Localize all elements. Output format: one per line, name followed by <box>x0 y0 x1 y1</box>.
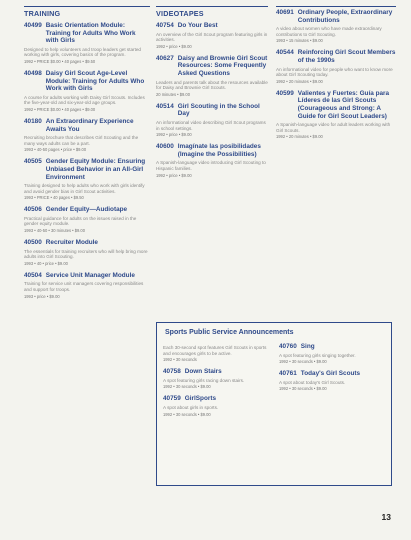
page-number: 13 <box>381 512 391 522</box>
item-meta: 1993 • 15 minutes • $9.00 <box>276 38 323 44</box>
entry-header <box>24 118 150 133</box>
catalog-entry <box>24 118 150 152</box>
item-description: A video about women who have made extraordinary contributions to Girl Scouting. <box>276 26 382 37</box>
item-description: A Spanish-language video introducing Girl Scouting to Hispanic families. <box>156 160 266 171</box>
entry-header <box>156 55 268 78</box>
item-title: Daisy Girl Scout Age-Level Module: Training for Adults Who Work with Girls <box>45 69 145 93</box>
entry-header <box>163 395 267 403</box>
item-code: 40499 <box>24 22 42 29</box>
item-title: Recruiter Module <box>45 239 98 247</box>
item-description: A spot about girls in sports. <box>163 404 219 410</box>
item-meta: 1992 • price • $9.00 <box>156 43 192 49</box>
entry-header <box>276 90 396 120</box>
item-code: 40544 <box>276 49 294 57</box>
item-meta: 20 minutes • $9.00 <box>156 91 190 97</box>
item-description: The essentials for training recruiters who will help bring more adults into Girl Scouting. <box>24 248 148 260</box>
item-meta: 1992 • 30 seconds • $9.00 <box>279 386 327 392</box>
catalog-entry <box>24 272 150 299</box>
item-description: A spot featuring girls racing down stairs. <box>163 377 245 383</box>
item-description: Training for service unit managers covering responsibilities and support for troops. <box>24 281 144 293</box>
item-code: 40754 <box>156 22 174 29</box>
catalog-entry <box>163 395 267 416</box>
catalog-entry <box>24 158 150 200</box>
item-meta: 1993 • PRICE • 40 pages • $9.50 <box>24 195 84 201</box>
item-description: A course for adults working with Daisy Girl Scouts. Includes the five-year-old and six-year-old age groups. <box>24 94 145 106</box>
item-code: 40760 <box>279 343 297 350</box>
item-description: Designed to help volunteers and troop leaders get started working with girls, covering basics of the program. <box>24 46 141 58</box>
item-code: 40691 <box>276 9 294 16</box>
item-title: Down Stairs <box>184 368 222 376</box>
item-meta: 1992 • 30 seconds <box>163 357 197 363</box>
section-heading-videotapes: VIDEOTAPES <box>156 6 268 18</box>
item-title: Sing <box>300 343 315 350</box>
section-heading-training: TRAINING <box>24 6 150 18</box>
catalog-entry <box>24 239 150 266</box>
entry-header <box>24 22 150 45</box>
item-title: GirlSports <box>184 395 217 403</box>
item-meta: 1992 • 20 minutes • $9.00 <box>276 134 323 140</box>
right-column <box>276 6 396 145</box>
item-description: Practical guidance for adults on the issues raised in the gender equity module. <box>24 215 137 227</box>
entry-header <box>24 70 150 93</box>
item-description: Recruiting brochure that describes Girl Scouting and the many ways adults can be a part. <box>24 135 139 146</box>
item-meta: 1992 • 30 seconds • $9.00 <box>279 359 327 365</box>
item-title: Service Unit Manager Module <box>45 271 135 279</box>
item-title: Valientes y Fuertes: Guía para Líderes de las Girl Scouts (Courageous and Strong: A Guide for Girl Scout Leaders) <box>297 89 390 120</box>
sports-psa-column-1 <box>163 343 267 423</box>
item-code: 40761 <box>279 370 297 378</box>
item-meta: 1992 • price • $9.00 <box>156 132 192 138</box>
catalog-entry <box>156 103 268 137</box>
item-description: A Spanish-language video for adult leaders working with Girl Scouts. <box>276 122 391 133</box>
item-meta: 1992 • PRICE $0.00 • 40 pages • $9.00 <box>24 106 96 112</box>
sports-psa-box <box>156 322 392 486</box>
item-code: 40180 <box>24 117 42 125</box>
item-meta: 1992 • PRICE $0.00 • 40 pages • $9.50 <box>24 58 96 64</box>
entry-header <box>24 206 150 214</box>
catalog-entry <box>156 22 268 49</box>
item-title: Basic Orientation Module: Training for Adults Who Work with Girls <box>45 22 136 45</box>
item-code: 40599 <box>276 89 294 97</box>
item-code: 40500 <box>24 239 42 247</box>
catalog-entry <box>163 368 267 389</box>
right-column-list <box>276 9 396 139</box>
entry-header <box>279 370 387 378</box>
item-code: 40498 <box>24 69 42 77</box>
item-meta: 1992 • 20 minutes • $9.00 <box>276 78 323 84</box>
item-meta: 1992 • price • $9.00 <box>156 172 192 178</box>
item-meta: 1993 • price • $9.00 <box>24 293 60 299</box>
item-code: 40758 <box>163 368 181 376</box>
item-meta: 1993 • 40-50 • 30 minutes • $9.00 <box>24 228 85 234</box>
item-code: 40514 <box>156 102 174 110</box>
catalog-entry <box>279 370 387 391</box>
entry-header <box>163 368 267 376</box>
item-description: An informational video describing Girl Scout programs in school settings. <box>156 119 266 131</box>
item-meta: 1993 • 40-50 pages • price • $9.00 <box>24 147 87 153</box>
catalog-entry <box>163 343 267 362</box>
item-code: 40505 <box>24 158 42 166</box>
entry-header <box>156 22 268 30</box>
item-meta: 1993 • 40 • price • $9.00 <box>24 260 68 266</box>
training-column <box>24 6 150 305</box>
catalog-entry <box>276 9 396 43</box>
item-description: An overview of the Girl Scout program featuring girls in activities. <box>156 31 268 43</box>
sports-psa-column-2 <box>279 343 387 397</box>
item-title: An Extraordinary Experience Awaits You <box>45 117 134 133</box>
item-title: Do Your Best <box>177 22 218 29</box>
item-title: Gender Equity—Audiotape <box>45 206 128 214</box>
catalog-entry <box>156 143 268 177</box>
catalog-entry <box>156 55 268 97</box>
item-code: 40600 <box>156 143 174 151</box>
training-list <box>24 22 150 299</box>
item-code: 40759 <box>163 395 181 403</box>
item-meta: 1992 • 30 seconds • $9.00 <box>163 411 211 417</box>
entry-header <box>276 49 396 64</box>
item-title: Girl Scouting in the School Day <box>177 102 260 118</box>
item-title: Ordinary People, Extraordinary Contributions <box>297 9 393 24</box>
entry-header <box>24 272 150 280</box>
entry-header <box>24 158 150 181</box>
catalog-entry <box>276 90 396 140</box>
entry-header <box>156 103 268 118</box>
item-code: 40504 <box>24 271 42 279</box>
entry-header <box>24 239 150 247</box>
videotapes-list <box>156 22 268 178</box>
videotapes-column <box>156 6 268 184</box>
entry-header <box>279 343 387 351</box>
item-description: Each 30-second spot features Girl Scouts in sports and encourages girls to be active. <box>163 345 267 356</box>
entry-header <box>276 9 396 24</box>
item-description: Training designed to help adults who work with girls identify and avoid gender bias in Girl Scout activities. <box>24 183 145 194</box>
item-title: Today's Girl Scouts <box>300 370 361 378</box>
catalog-entry <box>24 22 150 64</box>
item-title: Reinforcing Girl Scout Members of the 1990s <box>297 49 396 64</box>
item-description: A spot about today's Girl Scouts. <box>279 379 346 385</box>
item-description: Leaders and parents talk about the resources available for Daisy and Brownie Girl Scouts. <box>156 79 268 91</box>
catalog-entry <box>24 206 150 233</box>
item-title: Gender Equity Module: Ensuring Unbiased Behavior in an All-Girl Environment <box>45 158 146 181</box>
sports-psa-heading: Sports Public Service Announcements <box>165 329 294 336</box>
item-title: Daisy and Brownie Girl Scout Resources: Some Frequently Asked Questions <box>177 54 268 77</box>
item-meta: 1992 • 30 seconds • $9.00 <box>163 384 211 390</box>
item-title: Imagínate las posibilidades (Imagine the Possibilities) <box>177 143 261 158</box>
item-code: 40506 <box>24 206 42 214</box>
item-description: A spot featuring girls singing together. <box>279 352 356 358</box>
item-description: An informational video for people who want to know more about Girl Scouting today. <box>276 66 393 78</box>
catalog-entry <box>276 49 396 83</box>
item-code: 40627 <box>156 54 174 62</box>
catalog-entry <box>279 343 387 364</box>
catalog-entry <box>24 70 150 112</box>
entry-header <box>156 143 268 158</box>
